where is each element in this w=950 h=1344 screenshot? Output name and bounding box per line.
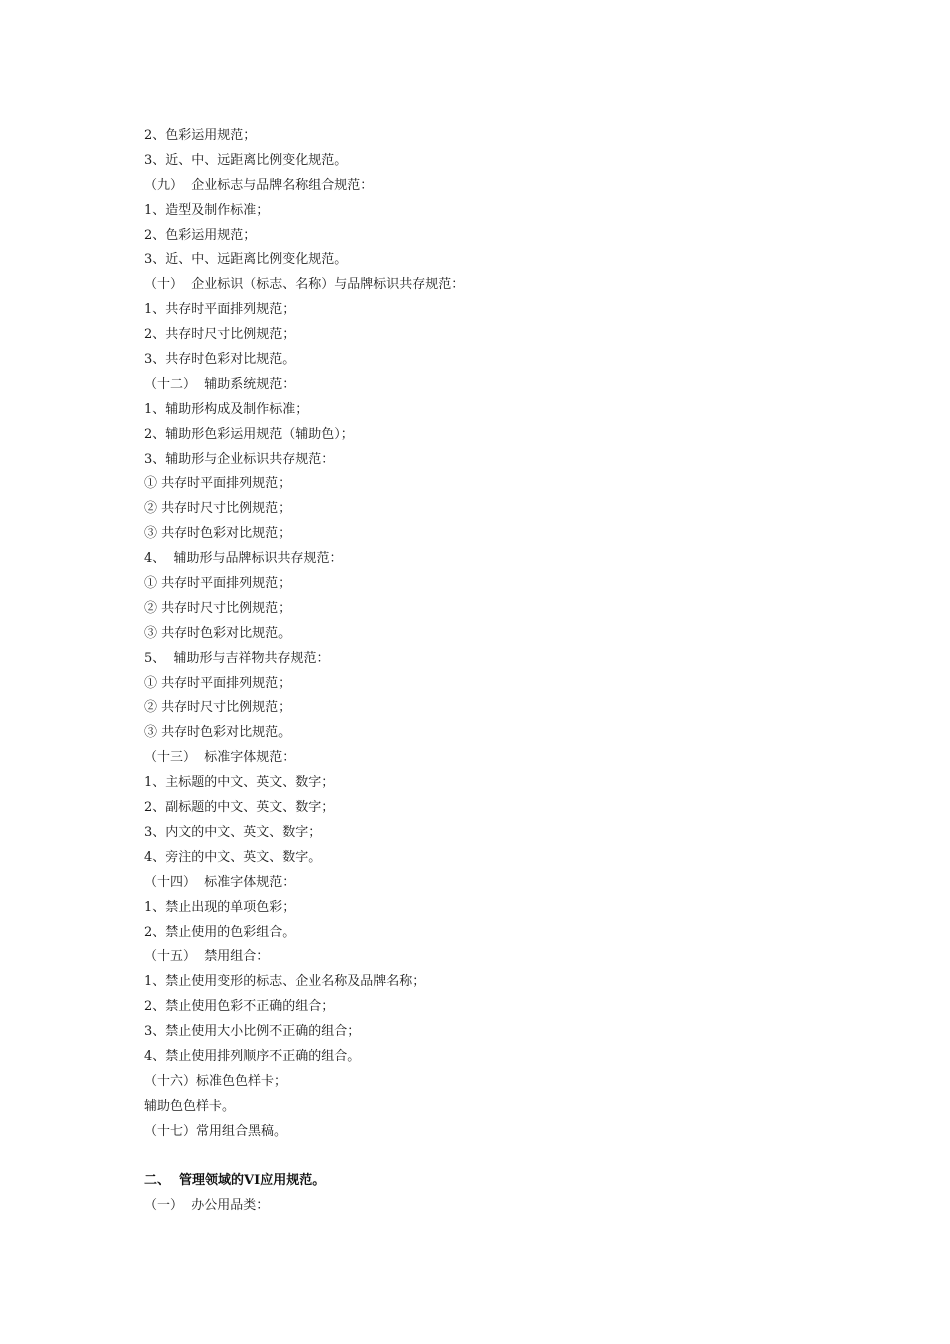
list-item: 2、共存时尺寸比例规范；: [144, 327, 296, 343]
subsection-title: （十二） 辅助系统规范：: [144, 376, 296, 392]
list-item: ② 共存时尺寸比例规范；: [144, 501, 292, 517]
list-item: ① 共存时平面排列规范；: [144, 675, 292, 691]
list-item: ① 共存时平面排列规范；: [144, 576, 292, 592]
section-heading: 二、 管理领域的VI应用规范。: [144, 1173, 326, 1189]
document-body: [144, 124, 804, 1219]
list-item: 3、共存时色彩对比规范。: [144, 352, 296, 368]
list-item: ② 共存时尺寸比例规范；: [144, 700, 292, 716]
list-item: 1、主标题的中文、英文、数字；: [144, 775, 335, 791]
list-item: 4、 辅助形与品牌标识共存规范：: [144, 551, 343, 567]
list-item: 4、禁止使用排列顺序不正确的组合。: [144, 1048, 361, 1064]
list-item: ③ 共存时色彩对比规范；: [144, 526, 292, 542]
subsection-title: （十） 企业标识（标志、名称）与品牌标识共存规范：: [144, 277, 465, 293]
list-item: ① 共存时平面排列规范；: [144, 476, 292, 492]
list-item: 2、色彩运用规范；: [144, 128, 257, 143]
subsection-title: （十六）标准色色样卡；: [144, 1073, 288, 1089]
list-item: 3、内文的中文、英文、数字；: [144, 824, 322, 840]
list-item: 2、辅助形色彩运用规范（辅助色）；: [144, 426, 354, 442]
list-item: 1、辅助形构成及制作标准；: [144, 401, 309, 417]
subsection-title: （十三） 标准字体规范：: [144, 750, 296, 766]
list-item: 4、旁注的中文、英文、数字。: [144, 849, 322, 865]
list-item: 2、禁止使用的色彩组合。: [144, 924, 296, 940]
list-item: 1、共存时平面排列规范；: [144, 302, 296, 318]
list-item: 3、近、中、远距离比例变化规范。: [144, 252, 348, 268]
subsection-title: （十四） 标准字体规范：: [144, 874, 296, 890]
list-item: 3、近、中、远距离比例变化规范。: [144, 152, 348, 168]
list-item: ③ 共存时色彩对比规范。: [144, 625, 292, 641]
paragraph-spacer: [144, 1145, 804, 1170]
list-item: ③ 共存时色彩对比规范。: [144, 725, 292, 741]
subsection-title: （九） 企业标志与品牌名称组合规范：: [144, 177, 374, 193]
list-item: 1、禁止出现的单项色彩；: [144, 899, 296, 915]
list-item: 2、色彩运用规范；: [144, 227, 257, 243]
list-item: ② 共存时尺寸比例规范；: [144, 600, 292, 616]
list-item: 1、造型及制作标准；: [144, 202, 270, 218]
list-item: 辅助色色样卡。: [144, 1098, 236, 1114]
list-item: 2、禁止使用色彩不正确的组合；: [144, 999, 335, 1015]
subsection-title: （十五） 禁用组合：: [144, 949, 270, 965]
list-item: 5、 辅助形与吉祥物共存规范：: [144, 650, 330, 666]
list-item: 2、副标题的中文、英文、数字；: [144, 800, 335, 816]
list-item: 1、禁止使用变形的标志、企业名称及品牌名称；: [144, 974, 426, 990]
subsection-title: （一） 办公用品类：: [144, 1198, 270, 1214]
subsection-title: （十七）常用组合黑稿。: [144, 1123, 288, 1139]
list-item: 3、禁止使用大小比例不正确的组合；: [144, 1024, 361, 1040]
list-item: 3、辅助形与企业标识共存规范：: [144, 451, 335, 467]
